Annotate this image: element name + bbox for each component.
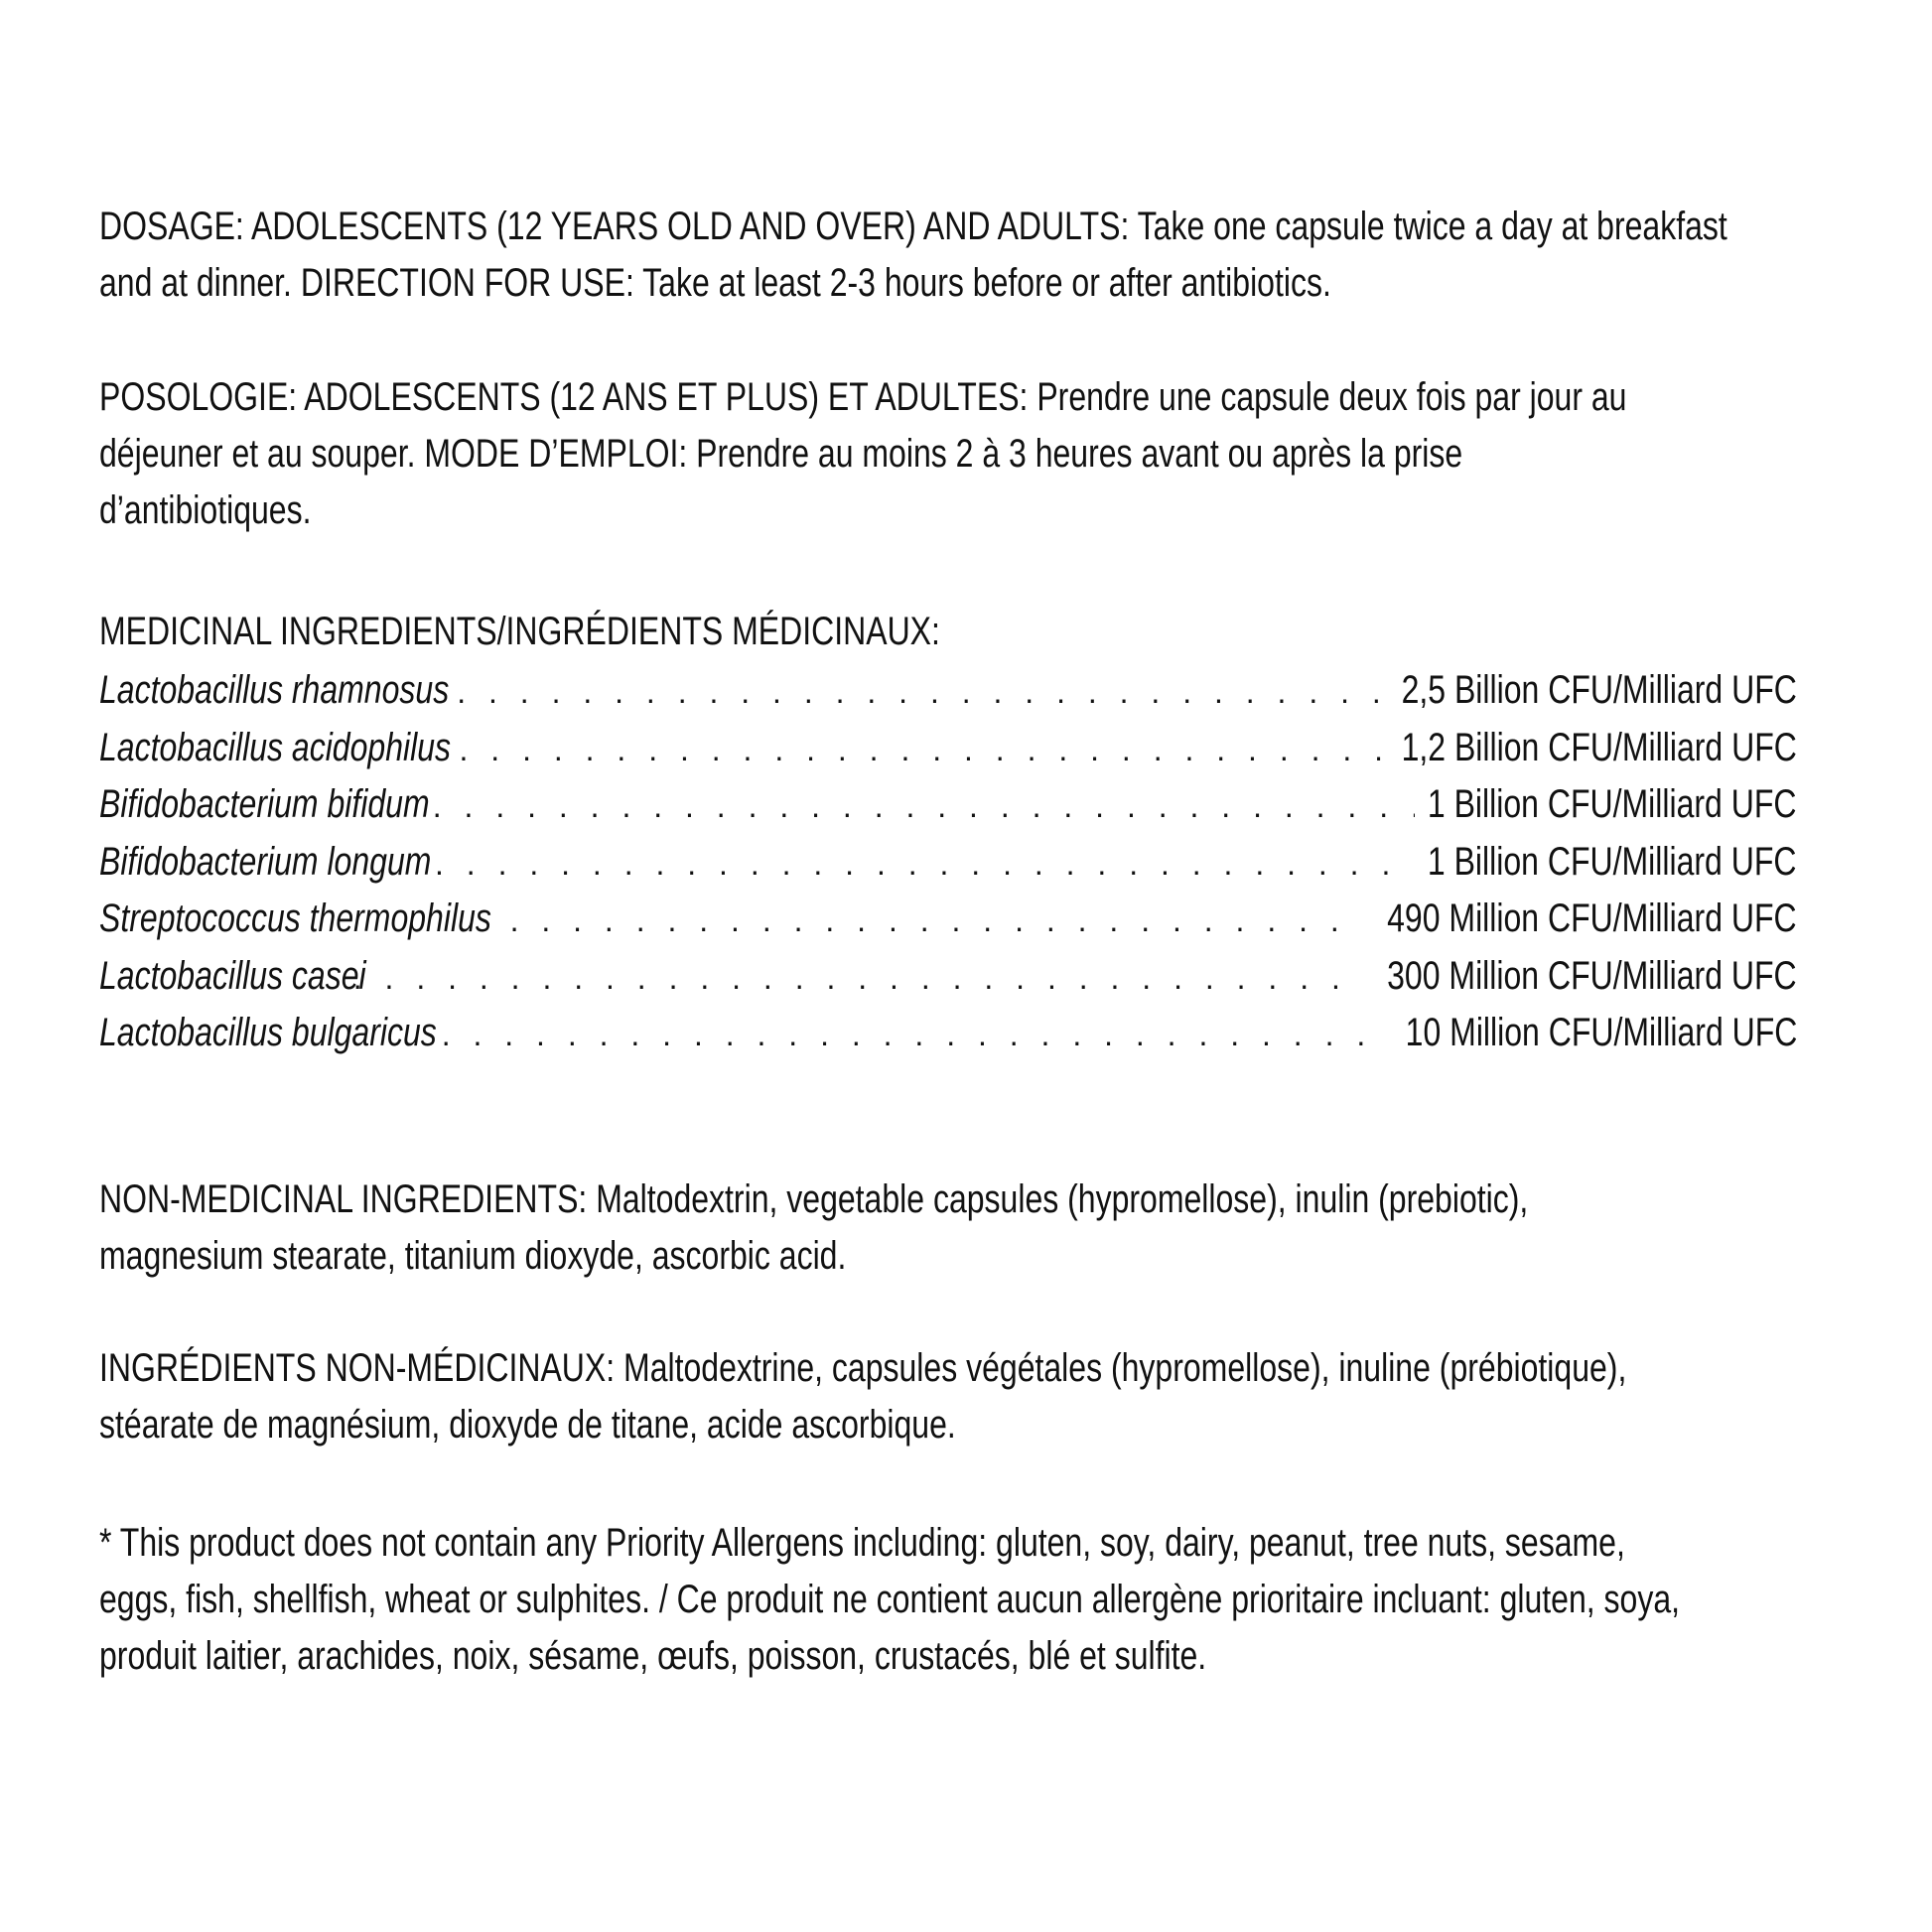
ingredient-row	[99, 720, 1797, 777]
dosage-text: Take one capsule twice a day at breakfast	[1129, 205, 1727, 248]
posologie-line-1	[99, 369, 1847, 426]
medicinal-heading-block	[99, 604, 1857, 660]
posologie-line-2: déjeuner et au souper. MODE D’EMPLOI: Prendre au moins 2 à 3 heures avant ou après la prise	[99, 432, 1463, 476]
dosage-line-2	[99, 255, 1847, 312]
ingredient-quantity: 300 Million CFU/Milliard UFC	[1387, 953, 1797, 998]
allergen-line-2: eggs, fish, shellfish, wheat or sulphites. / Ce produit ne contient aucun allergène prioritaire incluant: gluten, soya,	[99, 1578, 1681, 1621]
direction-text: Take at least 2-3 hours before or after antibiotics.	[633, 261, 1331, 305]
ingredient-name: Streptococcus thermophilus	[99, 897, 491, 940]
non-medicinal-fr-line-1: INGRÉDIENTS NON-MÉDICINAUX: Maltodextrine, capsules végétales (hypromellose), inuline (prébiotique),	[99, 1346, 1627, 1390]
non-medicinal-fr-line-2: stéarate de magnésium, dioxyde de titane, acide ascorbique.	[99, 1403, 956, 1447]
non-medicinal-fr-section	[99, 1340, 1857, 1453]
ingredient-name: Bifidobacterium longum	[99, 839, 432, 884]
ingredient-quantity: 10 Million CFU/Milliard UFC	[1405, 1011, 1797, 1054]
posologie-text: Prendre une capsule deux fois par jour au	[1028, 375, 1627, 419]
ingredient-name: Lactobacillus rhamnosus	[99, 668, 450, 712]
allergen-line-1: * This product does not contain any Priority Allergens including: gluten, soy, dairy, peanut, tree nuts, sesame,	[99, 1521, 1625, 1565]
ingredient-name: Lactobacillus bulgaricus	[99, 1011, 437, 1054]
allergen-statement	[99, 1515, 1857, 1685]
dot-leader	[510, 893, 1365, 949]
non-medicinal-section	[99, 1172, 1857, 1285]
allergen-line-3: produit laitier, arachides, noix, sésame, œufs, poisson, crustacés, blé et sulfite.	[99, 1634, 1207, 1678]
dot-leader	[435, 836, 1415, 893]
ingredient-quantity: 1 Billion CFU/Milliard UFC	[1428, 839, 1797, 884]
ingredient-quantity: 1,2 Billion CFU/Milliard UFC	[1401, 725, 1797, 769]
dot-leader	[442, 1007, 1387, 1063]
posologie-section	[99, 369, 1857, 539]
ingredient-quantity: 1 Billion CFU/Milliard UFC	[1428, 782, 1797, 826]
ingredient-name: Lactobacillus acidophilus	[99, 725, 451, 769]
ingredient-row	[99, 834, 1797, 892]
dot-leader	[460, 722, 1383, 778]
dot-leader	[353, 950, 1365, 1007]
posologie-line-3: d’antibiotiques.	[99, 488, 312, 532]
ingredient-name: Bifidobacterium bifidum	[99, 782, 430, 826]
ingredient-row	[99, 662, 1797, 720]
dosage-heading: DOSAGE: ADOLESCENTS (12 YEARS OLD AND OVER) AND ADULTS:	[99, 205, 1130, 248]
posologie-heading: POSOLOGIE: ADOLESCENTS (12 ANS ET PLUS) ET ADULTES:	[99, 375, 1029, 419]
ingredient-row	[99, 948, 1797, 1006]
ingredient-quantity: 2,5 Billion CFU/Milliard UFC	[1401, 668, 1797, 712]
medicinal-heading: MEDICINAL INGREDIENTS/INGRÉDIENTS MÉDICINAUX:	[99, 610, 940, 653]
direction-heading: and at dinner. DIRECTION FOR USE:	[99, 261, 634, 305]
non-medicinal-line-2: magnesium stearate, titanium dioxyde, ascorbic acid.	[99, 1234, 847, 1278]
dot-leader	[457, 664, 1382, 721]
dosage-section	[99, 199, 1857, 312]
non-medicinal-line-1: NON-MEDICINAL INGREDIENTS: Maltodextrin, vegetable capsules (hypromellose), inulin (prebiotic),	[99, 1177, 1529, 1221]
ingredient-row	[99, 1005, 1797, 1062]
dosage-line-1	[99, 199, 1847, 255]
dot-leader	[433, 778, 1416, 835]
ingredient-row	[99, 891, 1797, 948]
ingredient-row	[99, 776, 1797, 834]
ingredient-quantity: 490 Million CFU/Milliard UFC	[1387, 897, 1797, 940]
medicinal-ingredients-list	[99, 662, 1797, 1062]
ingredient-name: Lactobacillus casei	[99, 953, 366, 998]
